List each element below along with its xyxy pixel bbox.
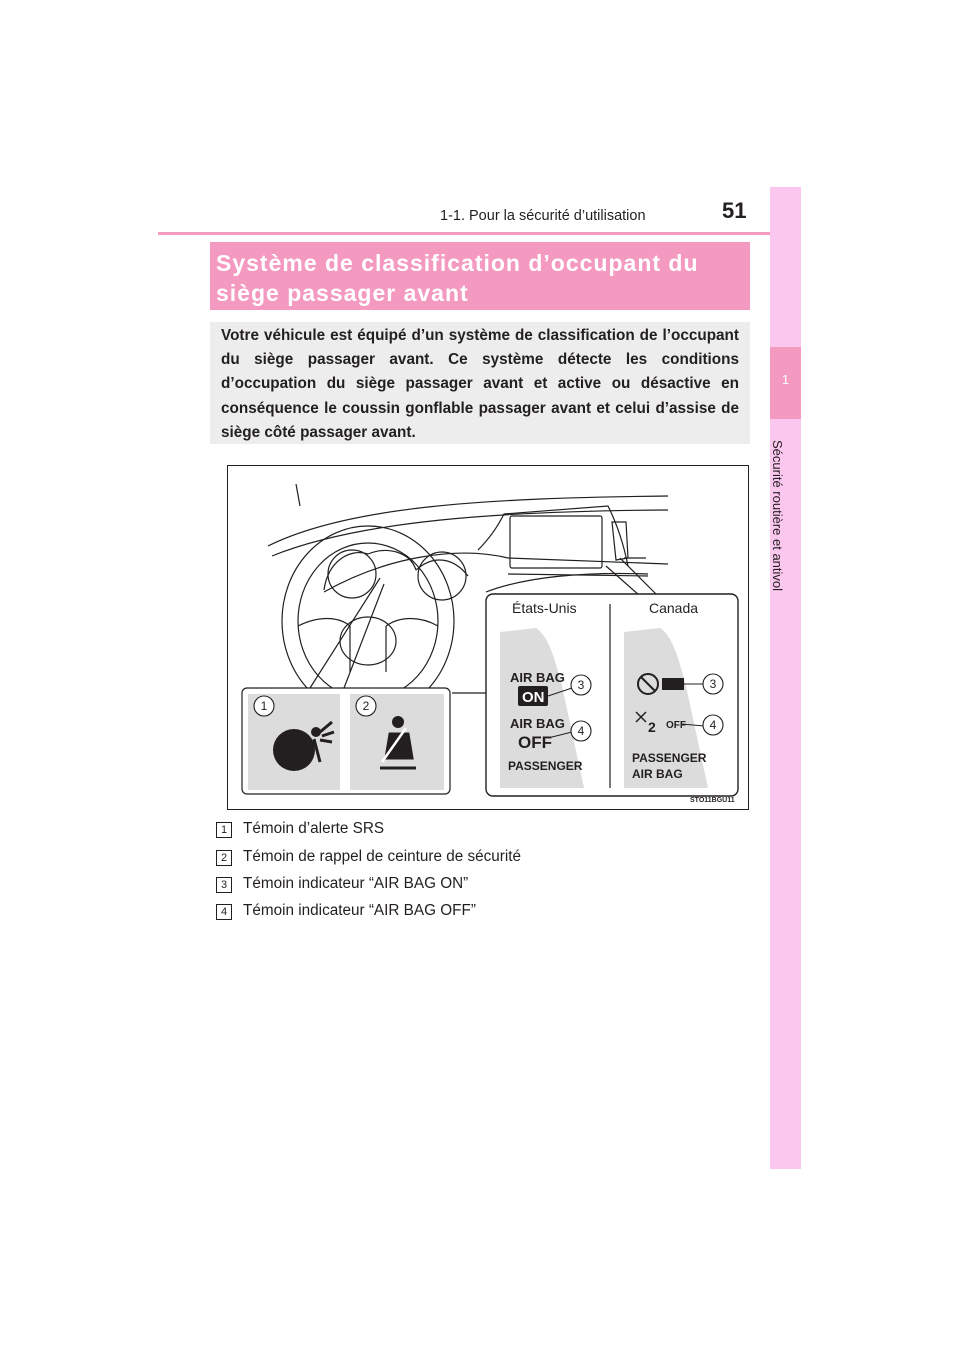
- usa-airbag-on-indicator: ON: [522, 689, 545, 706]
- chapter-side-tab[interactable]: [770, 187, 801, 1169]
- region-label-usa: États-Unis: [512, 600, 577, 616]
- canada-off-indicator: OFF: [666, 720, 686, 731]
- usa-airbag-off-label: AIR BAG: [510, 716, 565, 731]
- page-title: Système de classification d’occupant du siège passager avant: [216, 250, 699, 306]
- legend-number-badge: 2: [216, 850, 232, 866]
- legend-item: [216, 820, 716, 842]
- callout-3-usa: 3: [577, 678, 585, 692]
- canada-airbag-label: AIR BAG: [632, 767, 683, 781]
- legend-number-badge: 4: [216, 904, 232, 920]
- usa-passenger-label: PASSENGER: [508, 759, 583, 773]
- callout-4-usa: 4: [577, 724, 585, 738]
- section-header: 1-1. Pour la sécurité d’utilisation: [440, 208, 646, 224]
- legend-item: [216, 848, 716, 870]
- callout-4-canada: 4: [709, 718, 717, 732]
- legend-item: [216, 875, 716, 897]
- header-divider: [158, 232, 800, 235]
- region-label-canada: Canada: [649, 600, 699, 616]
- legend-text: Témoin indicateur “AIR BAG OFF”: [243, 902, 476, 919]
- callout-3-canada: 3: [709, 677, 717, 691]
- callout-2: 2: [362, 699, 370, 713]
- page-number: 51: [722, 198, 747, 223]
- legend-item: [216, 902, 716, 924]
- legend-text: Témoin de rappel de ceinture de sécurité: [243, 848, 522, 865]
- chapter-number: 1: [781, 372, 790, 387]
- legend-text: Témoin indicateur “AIR BAG ON”: [243, 875, 469, 892]
- dashboard-illustration: [227, 465, 749, 810]
- dashboard-drawing: [228, 466, 748, 809]
- srs-airbag-icon: [273, 729, 315, 771]
- usa-airbag-off-indicator: OFF: [518, 733, 552, 752]
- legend-number-badge: 3: [216, 877, 232, 893]
- legend-number-badge: 1: [216, 822, 232, 838]
- legend-text: Témoin d’alerte SRS: [243, 820, 385, 837]
- canada-seat-number: 2: [648, 719, 656, 735]
- usa-airbag-on-label: AIR BAG: [510, 670, 565, 685]
- callout-1: 1: [260, 699, 268, 713]
- figure-code: STO11BGU11: [690, 797, 735, 804]
- chapter-title: Sécurité routière et antivol: [770, 440, 785, 592]
- intro-paragraph: Votre véhicule est équipé d’un système de classification de l’occupant du siège passager avant. Ce système détecte les conditions d’occupation du siège passager avant et active ou désactive en conséquence le coussin gonflable passager avant et celui d’assise de siège côté passager avant.: [221, 327, 739, 441]
- canada-passenger-label: PASSENGER: [632, 751, 707, 765]
